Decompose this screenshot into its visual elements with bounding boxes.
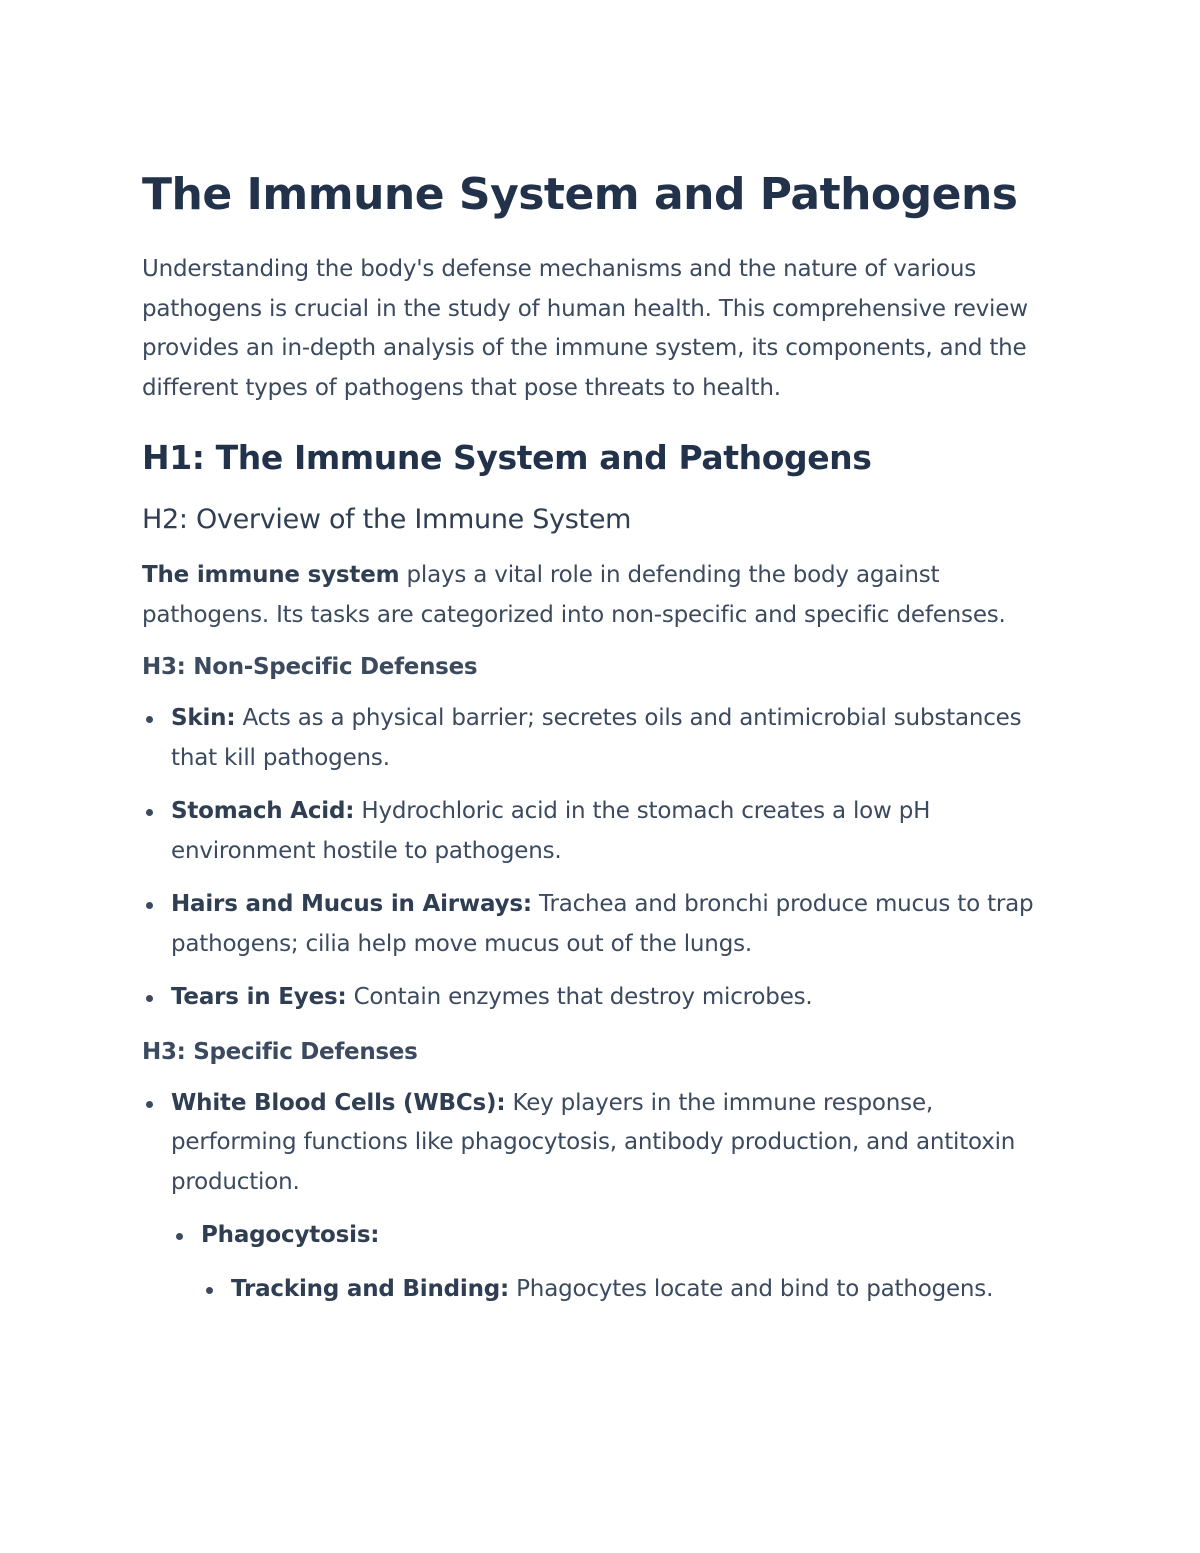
bullet-icon — [146, 902, 153, 909]
list-item — [142, 1084, 1042, 1203]
section-heading-nonspecific: H3: Non-Specific Defenses — [142, 654, 478, 680]
list-item — [142, 978, 1042, 1018]
list-item — [142, 885, 1042, 964]
section-heading-overview: H2: Overview of the Immune System — [142, 504, 632, 535]
overview-paragraph — [142, 556, 1042, 635]
specific-defenses-list — [142, 1084, 1042, 1310]
bullet-icon — [176, 1233, 183, 1240]
list-item-text: Contain enzymes that destroy microbes. — [346, 984, 813, 1010]
list-item — [142, 699, 1042, 778]
list-item-text: Hydrochloric acid in the stomach creates a low pH environment hostile to pathogens. — [171, 798, 931, 864]
list-item-term: White Blood Cells (WBCs): — [171, 1089, 506, 1116]
document-page — [142, 166, 1042, 1323]
list-item-text: Key players in the immune response, performing functions like phagocytosis, antibody production, and antitoxin production. — [171, 1089, 1016, 1195]
list-item-term: Tears in Eyes: — [171, 984, 347, 1010]
bullet-icon — [146, 716, 153, 723]
list-item — [142, 792, 1042, 871]
intro-paragraph: Understanding the body's defense mechanisms and the nature of various pathogens is crucial in the study of human health. This comprehensive review provides an in-depth analysis of the immune system, its components, and the different types of pathogens that pose threats to health. — [142, 256, 1028, 401]
list-item-text: Phagocytes locate and bind to pathogens. — [509, 1275, 994, 1302]
list-item-term: Tracking and Binding: — [231, 1275, 510, 1302]
bullet-icon — [146, 809, 153, 816]
overview-bold-term: The immune system — [142, 562, 400, 588]
document-title: The Immune System and Pathogens — [142, 169, 1018, 220]
overview-text: plays a vital role in defending the body against pathogens. Its tasks are categorized into non-specific and specific defenses. — [142, 562, 1006, 628]
list-item-term: Skin: — [171, 705, 236, 731]
nonspecific-defenses-list — [142, 699, 1042, 1018]
section-heading-h1: H1: The Immune System and Pathogens — [142, 438, 872, 477]
list-item-term: Stomach Acid: — [171, 798, 355, 824]
list-item-text: Acts as a physical barrier; secretes oils and antimicrobial substances that kill pathogens. — [171, 705, 1022, 771]
bullet-icon — [146, 1101, 153, 1108]
bullet-icon — [146, 995, 153, 1002]
section-heading-specific: H3: Specific Defenses — [142, 1038, 418, 1065]
list-item-term: Hairs and Mucus in Airways: — [171, 891, 532, 917]
list-item-phagocytosis — [172, 1216, 1042, 1256]
list-item-text: Trachea and bronchi produce mucus to trap pathogens; cilia help move mucus out of the lungs. — [171, 891, 1034, 957]
bullet-icon — [206, 1287, 213, 1294]
list-item-phagocytosis-step — [202, 1270, 1042, 1310]
list-item-term: Phagocytosis: — [201, 1222, 380, 1248]
